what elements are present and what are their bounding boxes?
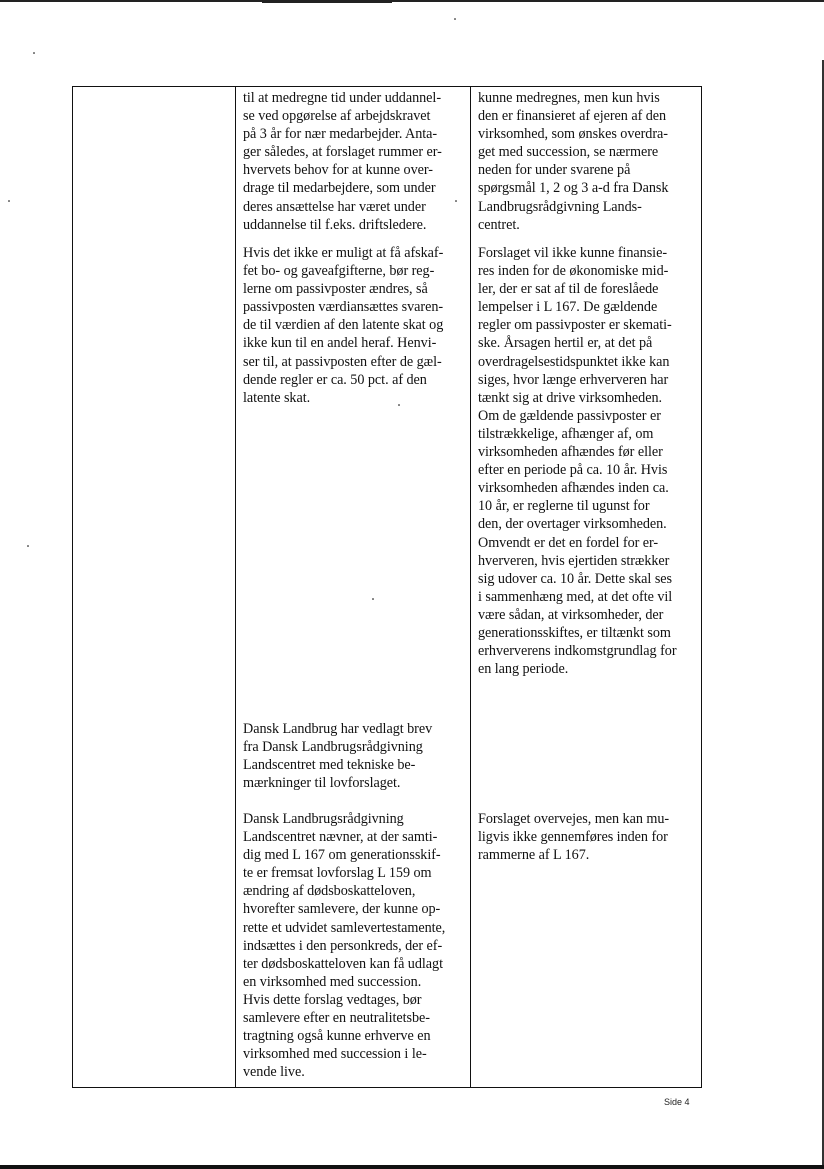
response-paragraph-liability-items: Forslaget vil ikke kunne finansie- res inden for de økonomiske mid- ler, der er sat af til de foreslåede lempelser i L 167. De gældende regler om passivposter er skemati- ske. Årsagen hertil er, at det på overdragelsestidspunktet ikke kan siges, hvor længe erhververen har tænkt sig at drive virksomheden. Om de gældende passivposter er tilstrækkelige, afhænger af, om virksomheden afhændes før eller efter en periode på ca. 10 år. Hvis virksomheden afhændes inden ca. 10 år, er reglerne til ugunst for den, der overtager virksomheden. Omvendt er det en fordel for er- hververen, hvis ejertiden strækker sig udover ca. 10 år. Dette skal ses i sammenhæng med, at det ofte vil være sådan, at virksomheder, der generationsskiftes, er tiltænkt som erhververens indkomstgrundlag for en lang periode. xyxy=(478,245,677,678)
scan-speck xyxy=(454,18,456,20)
scan-bottom-edge xyxy=(0,1165,824,1169)
response-paragraph-education: kunne medregnes, men kun hvis den er finansieret af ejeren af den virksomhed, som ønskes overdra- get med succession, se nærmere neden for under svarene på spørgsmål 1, 2 og 3 a-d fra Dansk Landbrugsrådgivning Lands- centret. xyxy=(478,90,669,233)
column-divider-1 xyxy=(235,86,236,1088)
scan-speck xyxy=(33,52,35,54)
comment-paragraph-letter: Dansk Landbrug har vedlagt brev fra Dansk Landbrugsrådgivning Landscentret med tekniske be- mærkninger til lovforslaget. xyxy=(243,721,433,792)
comment-paragraph-education: til at medregne tid under uddannel- se ved opgørelse af arbejdskravet på 3 år for nær medarbejder. Anta- ger således, at forslaget rummer er- hvervets behov for at kunne over- drage til medarbejdere, som under deres ansættelse har været under uddannelse til f.eks. driftsledere. xyxy=(243,90,442,233)
scan-top-mark xyxy=(262,0,392,3)
column-divider-2 xyxy=(470,86,471,1088)
comment-paragraph-liability-items: Hvis det ikke er muligt at få afskaf- fet bo- og gaveafgifterne, bør reg- lerne om passivposter ændres, så passivposten værdiansættes svaren- de til værdien af den latente skat og ikke kun til en andel heraf. Henvi- ser til, at passivposten efter de gæl- dende regler er ca. 50 pct. af den latente skat. xyxy=(243,245,444,406)
scan-speck xyxy=(455,200,457,202)
scan-speck xyxy=(27,545,29,547)
scan-top-edge xyxy=(0,0,824,2)
response-paragraph-cohabitants: Forslaget overvejes, men kan mu- ligvis ikke gennemføres inden for rammerne af L 167. xyxy=(478,811,670,864)
scan-speck xyxy=(398,404,400,406)
scan-speck xyxy=(8,200,10,202)
comment-paragraph-cohabitants: Dansk Landbrugsrådgivning Landscentret nævner, at der samti- dig med L 167 om generationsskif- te er fremsat lovforslag L 159 om ændring af dødsboskatteloven, hvorefter samlevere, der kunne op- rette et udvidet samlevertestamente, indsættes i den personkreds, der ef- ter dødsboskatteloven kan få udlagt en virksomhed med succession. Hvis dette forslag vedtages, bør samlevere efter en neutralitetsbe- tragtning også kunne erhverve en virksomhed med succession i le- vende live. xyxy=(243,811,446,1081)
scan-speck xyxy=(372,598,374,600)
page-number: Side 4 xyxy=(664,1097,690,1107)
